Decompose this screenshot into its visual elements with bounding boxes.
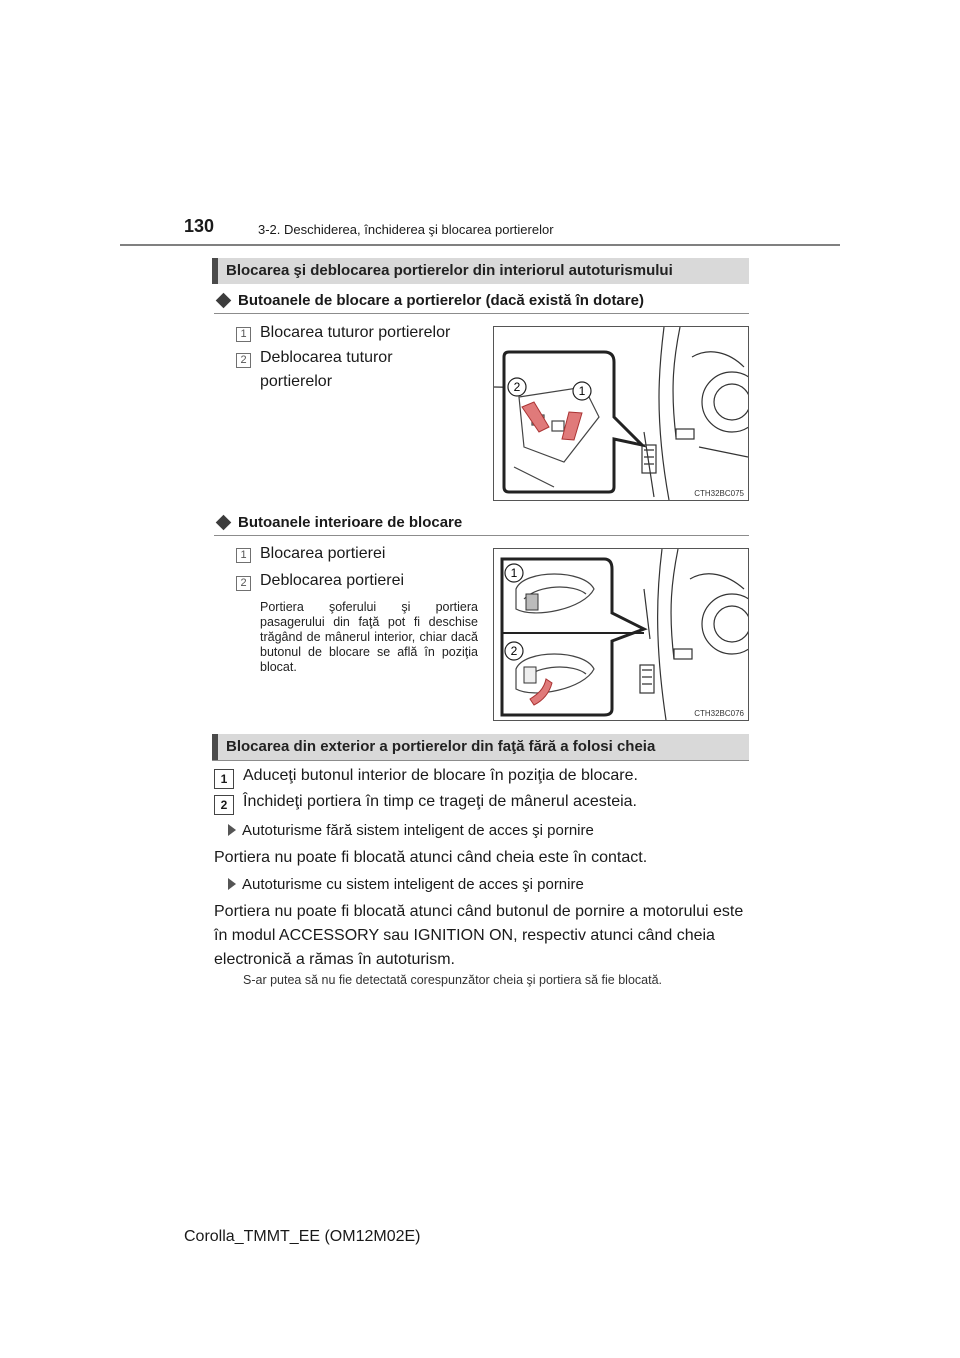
condition-no-smart-key bbox=[228, 822, 594, 839]
condition-smart-key bbox=[228, 876, 584, 893]
callout-2: 2 bbox=[513, 380, 521, 394]
item-number: 2 bbox=[236, 576, 251, 591]
item-unlock-all-line1: Deblocarea tuturor bbox=[260, 349, 393, 366]
note-driver-door: Portiera şoferului şi portiera pasagerului din faţă pot fi deschise trăgând de mânerul interior, chiar dacă butonul de blocare se află în poziţia blocat. bbox=[260, 600, 478, 674]
step-number: 1 bbox=[214, 769, 234, 789]
triangle-bullet-icon bbox=[228, 878, 236, 890]
figure-code: CTH32BC075 bbox=[694, 489, 744, 498]
diamond-bullet-icon bbox=[216, 293, 232, 309]
diamond-bullet-icon bbox=[216, 515, 232, 531]
section-heading-exterior bbox=[212, 734, 749, 760]
document-id: Corolla_TMMT_EE (OM12M02E) bbox=[184, 1228, 421, 1245]
subheading-lock-buttons-text: Butoanele de blocare a portierelor (dacă există în dotare) bbox=[238, 292, 644, 309]
item-number: 1 bbox=[236, 327, 251, 342]
item-number: 1 bbox=[236, 548, 251, 563]
page-number: 130 bbox=[184, 216, 215, 236]
item-unlock-all-line2: portierelor bbox=[260, 373, 333, 390]
subheading-divider bbox=[214, 313, 749, 314]
subheading-interior-lock-buttons-text: Butoanele interioare de blocare bbox=[238, 514, 463, 531]
figure-code: CTH32BC076 bbox=[694, 709, 744, 718]
interior-lock-button-illustration bbox=[494, 549, 748, 720]
paragraph-engine-switch: Portiera nu poate fi blocată atunci când butonul de pornire a motorului este în modul ACCESSORY sau IGNITION ON, respectiv atunci când cheia electronică a rămas în autoturism. bbox=[214, 903, 744, 968]
subheading-interior-lock-buttons bbox=[214, 514, 462, 531]
note-key-detection: S-ar putea să nu fie detectată corespunzător cheia şi portiera să fie blocată. bbox=[243, 973, 662, 987]
item-lock-door: Blocarea portierei bbox=[260, 545, 386, 562]
paragraph-key-in-ignition: Portiera nu poate fi blocată atunci când cheia este în contact. bbox=[214, 849, 648, 866]
callout-1: 1 bbox=[578, 384, 586, 398]
step-text: Închideţi portiera în timp ce trageţi de mânerul acesteia. bbox=[243, 793, 637, 810]
callout-1: 1 bbox=[510, 566, 518, 580]
figure-interior-lock-button bbox=[493, 548, 749, 721]
item-number: 2 bbox=[236, 353, 251, 368]
step-text: Aduceţi butonul interior de blocare în poziţia de blocare. bbox=[243, 767, 638, 784]
section-divider bbox=[212, 760, 749, 761]
header-divider bbox=[120, 244, 840, 246]
section-heading-exterior-text: Blocarea din exterior a portierelor din faţă fără a folosi cheia bbox=[226, 738, 656, 755]
step-number: 2 bbox=[214, 795, 234, 815]
callout-2: 2 bbox=[510, 644, 518, 658]
subheading-lock-buttons bbox=[214, 292, 644, 309]
section-heading-interior-text: Blocarea şi deblocarea portierelor din interiorul autoturismului bbox=[226, 262, 673, 279]
triangle-bullet-icon bbox=[228, 824, 236, 836]
section-heading-interior bbox=[212, 258, 749, 284]
figure-door-lock-switch bbox=[493, 326, 749, 501]
condition-no-smart-key-text: Autoturisme fără sistem inteligent de acces şi pornire bbox=[242, 822, 594, 839]
item-lock-all: Blocarea tuturor portierelor bbox=[260, 324, 451, 341]
door-lock-switch-illustration bbox=[494, 327, 748, 500]
item-unlock-door: Deblocarea portierei bbox=[260, 572, 405, 589]
section-title: 3-2. Deschiderea, închiderea şi blocarea portierelor bbox=[258, 222, 554, 237]
subheading-divider bbox=[214, 535, 749, 536]
condition-smart-key-text: Autoturisme cu sistem inteligent de acces şi pornire bbox=[242, 876, 584, 893]
